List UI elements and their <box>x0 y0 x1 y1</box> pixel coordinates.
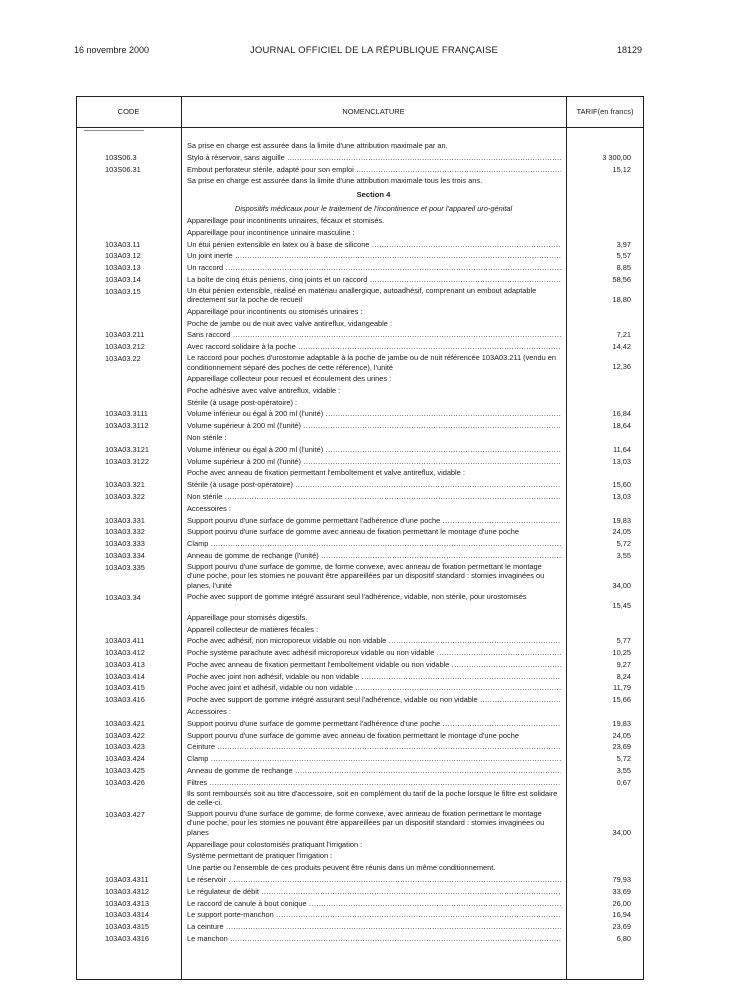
table-row <box>76 341 644 353</box>
row-label: Le support porte-manchon ..... <box>187 909 561 921</box>
row-code: 103A03.4312 <box>105 886 149 896</box>
row-code: 103A03.427 <box>105 809 145 819</box>
row-label: Le manchon ..... <box>187 933 561 945</box>
row-label: Ceinture ..... <box>187 741 561 753</box>
row-tarif: 0,67 <box>616 777 631 787</box>
table-row <box>76 318 644 330</box>
table-header-rule <box>76 127 644 128</box>
row-code: 103A03.12 <box>105 251 141 261</box>
row-label: Poche adhésive avec valve antireflux, vidable : <box>187 385 341 395</box>
row-label: Le raccord de canule à bout conique ..... <box>187 898 561 910</box>
row-label: Embout perforateur stérile, adapté pour son emploi ..... <box>187 164 561 176</box>
header-title: JOURNAL OFFICIEL DE LA RÉPUBLIQUE FRANÇAISE <box>249 45 499 56</box>
table-row <box>76 397 644 409</box>
row-code: 103A03.4311 <box>105 875 149 885</box>
row-code: 103A03.334 <box>105 550 145 560</box>
table-row <box>76 933 644 945</box>
column-header-nomenclature: NOMENCLATURE <box>342 107 405 116</box>
table-row <box>76 203 644 215</box>
row-code: 103A03.412 <box>105 648 145 658</box>
row-code: 103A03.421 <box>105 718 145 728</box>
row-label: Volume supérieur à 200 ml (l'unité) ..... <box>187 456 561 468</box>
row-label: Poche avec joint et adhésif, vidable ou non vidable ..... <box>187 682 561 694</box>
table-row <box>76 491 644 503</box>
table-row <box>76 647 644 659</box>
row-code: 103A03.211 <box>105 330 145 340</box>
row-label: Clamp ..... <box>187 753 561 765</box>
table-row <box>76 624 644 636</box>
row-code: 103S06.3 <box>105 152 137 162</box>
table-row <box>76 659 644 671</box>
row-tarif: 11,79 <box>613 683 631 693</box>
row-code: 103A03.411 <box>105 636 145 646</box>
row-label: Un joint inerte ..... <box>187 250 561 262</box>
row-label: Volume supérieur à 200 ml (l'unité) ..... <box>187 420 561 432</box>
row-code: 103A03.322 <box>105 491 145 501</box>
table-row <box>76 479 644 491</box>
row-code: 103S06.31 <box>105 164 141 174</box>
table-row <box>76 874 644 886</box>
row-label: Accessoires : <box>187 707 231 717</box>
table-row <box>76 444 644 456</box>
table-row <box>76 432 644 444</box>
row-tarif: 34,00 <box>612 580 631 590</box>
table-row <box>76 274 644 286</box>
table-row <box>76 753 644 765</box>
row-code: 103A03.413 <box>105 659 145 669</box>
table-row <box>76 671 644 683</box>
row-label: Poche avec anneau de fixation permettant l'emboîtement et valve antireflux, vidable : <box>187 468 465 478</box>
table-row <box>76 765 644 777</box>
row-code: 103A03.4316 <box>105 934 149 944</box>
table-row <box>76 306 644 318</box>
row-label: Stylo à réservoir, sans aiguille ..... <box>187 152 561 164</box>
row-code: 103A03.333 <box>105 539 145 549</box>
row-tarif: 19,83 <box>612 515 631 525</box>
row-tarif: 15,12 <box>612 164 631 174</box>
table-row <box>76 526 644 538</box>
table-row <box>76 152 644 164</box>
row-code: 103A03.422 <box>105 730 145 740</box>
row-tarif: 18,64 <box>612 421 631 431</box>
row-code: 103A03.15 <box>105 286 141 296</box>
row-tarif: 16,94 <box>612 910 631 920</box>
row-code: 103A03.34 <box>105 592 141 602</box>
row-label: Le régulateur de débit ..... <box>187 886 561 898</box>
row-code: 103A03.321 <box>105 480 145 490</box>
row-code: 103A03.14 <box>105 274 141 284</box>
table-row <box>76 612 644 624</box>
row-code: 103A03.424 <box>105 754 145 764</box>
row-label: Une partie ou l'ensemble de ces produits peuvent être réunis dans un même conditionnement. <box>187 863 496 873</box>
row-tarif: 3,55 <box>616 550 631 560</box>
column-header-code: CODE <box>117 107 140 116</box>
row-tarif: 5,72 <box>616 539 631 549</box>
table-row <box>76 353 644 373</box>
table-row <box>76 467 644 479</box>
row-code: 103A03.414 <box>105 671 145 681</box>
table-row <box>76 706 644 718</box>
row-tarif: 14,42 <box>612 342 631 352</box>
table-row <box>76 503 644 515</box>
row-label: Système permettant de pratiquer l'irrigation : <box>187 851 333 861</box>
row-label: La boîte de cinq étuis péniens, cinq joints et un raccord ..... <box>187 274 561 286</box>
row-code: 103A03.416 <box>105 695 145 705</box>
row-tarif: 24,05 <box>612 527 631 537</box>
row-tarif: 11,64 <box>613 444 631 454</box>
row-code: 103A03.22 <box>105 353 141 363</box>
row-code: 103A03.4315 <box>105 922 149 932</box>
row-label: Filtres ..... <box>187 777 561 789</box>
column-header-tarif <box>566 97 644 127</box>
row-tarif: 9,27 <box>616 659 631 669</box>
print-smudge <box>84 130 144 131</box>
table-row <box>76 550 644 562</box>
row-code: 103A03.3122 <box>105 456 149 466</box>
row-tarif: 33,69 <box>612 886 631 896</box>
row-tarif: 3 300,00 <box>602 152 631 162</box>
row-label: Poche avec support de gomme intégré assurant seul l'adhérence, vidable ou non vidable ..... <box>187 694 561 706</box>
row-code: 103A03.425 <box>105 766 145 776</box>
row-tarif: 5,57 <box>616 251 631 261</box>
row-code: 103A03.13 <box>105 263 141 273</box>
row-code: 103A03.4313 <box>105 898 149 908</box>
row-tarif: 13,03 <box>612 456 631 466</box>
table-row <box>76 239 644 251</box>
table-row <box>76 215 644 227</box>
table-row <box>76 329 644 341</box>
row-code: 103A03.426 <box>105 777 145 787</box>
table-body <box>76 140 644 945</box>
row-label: Le réservoir ..... <box>187 874 561 886</box>
table-row <box>76 635 644 647</box>
table-row <box>76 789 644 809</box>
row-tarif: 24,05 <box>612 730 631 740</box>
table-row <box>76 694 644 706</box>
row-tarif: 15,60 <box>612 480 631 490</box>
row-code: 103A03.423 <box>105 742 145 752</box>
table-row <box>76 741 644 753</box>
row-tarif: 12,36 <box>612 362 631 372</box>
table-row <box>76 718 644 730</box>
table-row <box>76 515 644 527</box>
row-label: Dispositifs médicaux pour le traitement de l'incontinence et pour l'appareil uro-génital <box>234 204 513 214</box>
row-label: Avec raccord solidaire à la poche ..... <box>187 341 561 353</box>
row-code: 103A03.332 <box>105 527 145 537</box>
row-label: Appareillage collecteur pour recueil et écoulement des urines : <box>187 373 392 383</box>
row-label: Poche avec joint non adhésif, vidable ou non vidable ..... <box>187 671 561 683</box>
table-row <box>76 262 644 274</box>
row-label: Accessoires : <box>187 503 231 513</box>
row-tarif: 26,00 <box>612 898 631 908</box>
row-tarif: 15,66 <box>612 695 631 705</box>
table-row <box>76 385 644 397</box>
row-tarif: 23,69 <box>612 922 631 932</box>
row-code: 103A03.3111 <box>105 409 148 419</box>
row-tarif: 5,72 <box>616 754 631 764</box>
row-label: Un étui pénien extensible en latex ou à base de silicone ..... <box>187 239 561 251</box>
row-label: Support pourvu d'une surface de gomme avec anneau de fixation permettant le montage d'une poche <box>187 527 519 537</box>
header-date: 16 novembre 2000 <box>74 45 150 55</box>
table-row <box>76 373 644 385</box>
row-tarif: 79,93 <box>612 875 631 885</box>
row-label: Stérile (à usage post-opératoire) : <box>187 397 298 407</box>
row-label: Appareillage pour stomisés digestifs. <box>187 612 308 622</box>
table-row <box>76 164 644 176</box>
table-row <box>76 809 644 839</box>
row-tarif: 13,03 <box>612 491 631 501</box>
row-label: Volume inférieur ou égal à 200 ml (l'unité) ..... <box>187 444 561 456</box>
row-tarif: 8,24 <box>616 671 631 681</box>
header-page-number: 18129 <box>616 45 642 55</box>
row-label: Poche avec anneau de fixation permettant l'emboîtement vidable ou non vidable ..... <box>187 659 561 671</box>
table-row <box>76 839 644 851</box>
row-label: Clamp ..... <box>187 538 561 550</box>
row-label: Support pourvu d'une surface de gomme permettant l'adhérence d'une poche ..... <box>187 718 561 730</box>
row-label: Sa prise en charge est assurée dans la limite d'une attribution maximale par an. <box>187 141 448 150</box>
tariff-table <box>76 96 644 980</box>
row-label: La ceinture ..... <box>187 921 561 933</box>
row-label: Poche avec support de gomme intégré assurant seul l'adhérence, vidable, non stérile, pour urostomisés <box>187 591 527 601</box>
row-tarif: 7,21 <box>616 330 631 340</box>
row-tarif: 5,77 <box>616 636 631 646</box>
row-tarif: 3,97 <box>616 239 631 249</box>
row-label: Un raccord ..... <box>187 262 561 274</box>
row-tarif: 23,69 <box>612 742 631 752</box>
row-code: 103A03.3112 <box>105 421 149 431</box>
table-row <box>76 286 644 306</box>
row-label: Un étui pénien extensible, réalisé en matériau anallergique, autoadhésif, comprenant un embout adaptable directement sur la poche de recueil <box>187 285 537 305</box>
row-tarif: 10,25 <box>612 648 631 658</box>
table-row <box>76 175 644 187</box>
row-label: Anneau de gomme de rechange (l'unité) ..... <box>187 550 561 562</box>
row-label: Sans raccord ..... <box>187 329 561 341</box>
table-row <box>76 420 644 432</box>
table-row <box>76 921 644 933</box>
table-row <box>76 456 644 468</box>
row-label: Appareillage pour incontinence urinaire masculine : <box>187 227 355 237</box>
row-code: 103A03.212 <box>105 342 145 352</box>
row-label: Sa prise en charge est assurée dans la limite d'une attribution maximale tous les trois ans. <box>187 176 483 186</box>
row-label: Le raccord pour poches d'urostomie adaptable à la poche de jambe ou de nuit référencée 103A03.211 (vendu en conditionnement séparé des poches de cette référence), l'unité <box>187 352 557 372</box>
table-row <box>76 140 644 152</box>
row-tarif: 15,45 <box>612 600 631 610</box>
table-row <box>76 886 644 898</box>
row-label: Ils sont remboursés soit au titre d'accessoire, soit en complément du tarif de la poche lorsque le filtre est solidaire de celle-ci. <box>187 788 558 808</box>
row-label: Non stérile ..... <box>187 491 561 503</box>
table-row <box>76 562 644 592</box>
table-row <box>76 909 644 921</box>
column-header-tarif-line1: TARIF <box>576 107 598 116</box>
row-label: Support pourvu d'une surface de gomme permettant l'adhérence d'une poche ..... <box>187 515 561 527</box>
row-label: Appareillage pour colostomisés pratiquant l'irrigation : <box>187 839 363 849</box>
row-label: Section 4 <box>356 190 391 200</box>
row-tarif: 18,80 <box>612 294 631 304</box>
row-tarif: 8,85 <box>616 263 631 273</box>
row-label: Appareillage pour incontinents urinaires, fécaux et stomisés. <box>187 215 385 225</box>
row-label: Appareil collecteur de matières fécales : <box>187 624 319 634</box>
table-row <box>76 850 644 862</box>
row-label: Appareillage pour incontinents ou stomisés urinaires : <box>187 306 363 316</box>
row-tarif: 58,56 <box>612 274 631 284</box>
row-label: Poche système parachute avec adhésif microporeux vidable ou non vidable ..... <box>187 647 561 659</box>
row-label: Stérile (à usage post-opératoire) ..... <box>187 479 561 491</box>
row-label: Anneau de gomme de rechange ..... <box>187 765 561 777</box>
row-label: Volume inférieur ou égal à 200 ml (l'unité) ..... <box>187 408 561 420</box>
table-row <box>76 538 644 550</box>
column-header-tarif-line2: (en francs) <box>597 107 634 116</box>
row-code: 103A03.415 <box>105 683 145 693</box>
row-label: Support pourvu d'une surface de gomme, de forme convexe, avec anneau de fixation permettant le montage d'une poche, pour les stomies ne pouvant être appareillées par un dispositif standard : stomies invaginées ou planes <box>187 808 545 837</box>
row-label: Support pourvu d'une surface de gomme avec anneau de fixation permettant le montage d'une poche <box>187 730 519 740</box>
table-row <box>76 408 644 420</box>
row-code: 103A03.4314 <box>105 910 149 920</box>
row-tarif: 19,83 <box>612 718 631 728</box>
table-row <box>76 250 644 262</box>
table-row <box>76 682 644 694</box>
table-row <box>76 592 644 612</box>
row-tarif: 6,80 <box>616 934 631 944</box>
row-tarif: 34,00 <box>612 827 631 837</box>
row-tarif: 3,55 <box>616 766 631 776</box>
row-label: Poche avec adhésif, non microporeux vidable ou non vidable ..... <box>187 635 561 647</box>
table-row <box>76 227 644 239</box>
row-code: 103A03.335 <box>105 562 145 572</box>
row-label: Poche de jambe ou de nuit avec valve antireflux, vidangeable : <box>187 318 393 328</box>
table-row <box>76 189 644 203</box>
row-code: 103A03.331 <box>105 515 145 525</box>
table-row <box>76 862 644 874</box>
table-row <box>76 898 644 910</box>
row-label: Support pourvu d'une surface de gomme, de forme convexe, avec anneau de fixation permettant le montage d'une poche, pour les stomies ne pouvant être appareillées par un dispositif standard : stomies invaginées ou planes, l'unité <box>187 561 545 590</box>
row-code: 103A03.3121 <box>105 444 149 454</box>
table-row <box>76 777 644 789</box>
row-label: Non stérile : <box>187 432 227 442</box>
row-tarif: 16,84 <box>612 409 631 419</box>
table-row <box>76 730 644 742</box>
row-code: 103A03.11 <box>105 239 141 249</box>
